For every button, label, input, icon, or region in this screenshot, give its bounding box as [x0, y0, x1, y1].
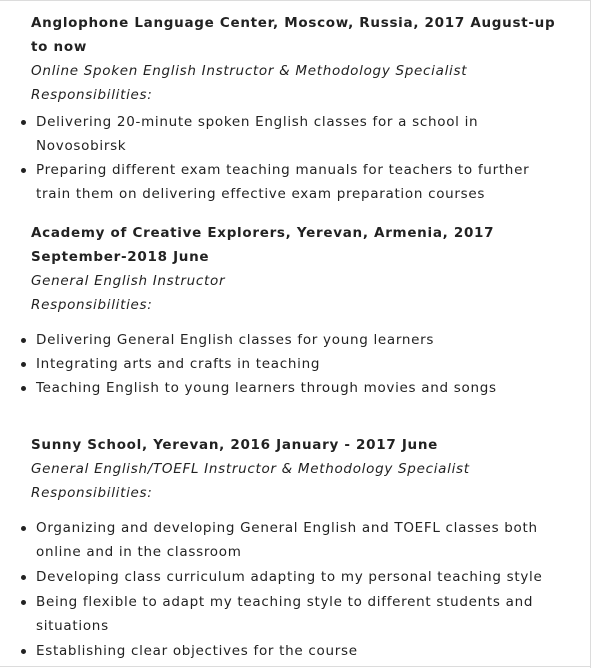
job-heading: Academy of Creative Explorers, Yerevan, Armenia, 2017 September-2018 June — [31, 225, 495, 265]
bottom-border — [0, 666, 590, 667]
job-role: General English Instructor — [31, 273, 226, 289]
job-heading: Anglophone Language Center, Moscow, Russia, 2017 August-up to now — [31, 15, 556, 55]
list-item: Establishing clear objectives for the course — [20, 639, 550, 663]
job-entry — [31, 433, 561, 505]
responsibilities-list — [20, 516, 550, 664]
responsibilities-label: Responsibilities: — [31, 87, 153, 103]
list-item: Preparing different exam teaching manuals for teachers to further train them on delivering effective exam preparation courses — [20, 158, 550, 206]
responsibilities-label: Responsibilities: — [31, 485, 153, 501]
job-entry — [31, 11, 561, 107]
job-entry — [31, 221, 561, 317]
responsibilities-list — [20, 110, 550, 206]
responsibilities-label: Responsibilities: — [31, 297, 153, 313]
list-item: Developing class curriculum adapting to my personal teaching style — [20, 565, 550, 589]
list-item: Delivering 20-minute spoken English classes for a school in Novosobirsk — [20, 110, 550, 158]
top-border — [0, 0, 590, 1]
right-border — [590, 0, 591, 668]
list-item: Delivering General English classes for young learners — [20, 328, 550, 352]
list-item: Integrating arts and crafts in teaching — [20, 352, 550, 376]
job-role: General English/TOEFL Instructor & Methodology Specialist — [31, 461, 470, 477]
list-item: Organizing and developing General English and TOEFL classes both online and in the classroom — [20, 516, 550, 564]
list-item: Teaching English to young learners through movies and songs — [20, 376, 550, 400]
job-heading: Sunny School, Yerevan, 2016 January - 2017 June — [31, 437, 439, 453]
list-item: Being flexible to adapt my teaching style to different students and situations — [20, 590, 550, 638]
job-role: Online Spoken English Instructor & Methodology Specialist — [31, 63, 468, 79]
responsibilities-list — [20, 328, 550, 400]
